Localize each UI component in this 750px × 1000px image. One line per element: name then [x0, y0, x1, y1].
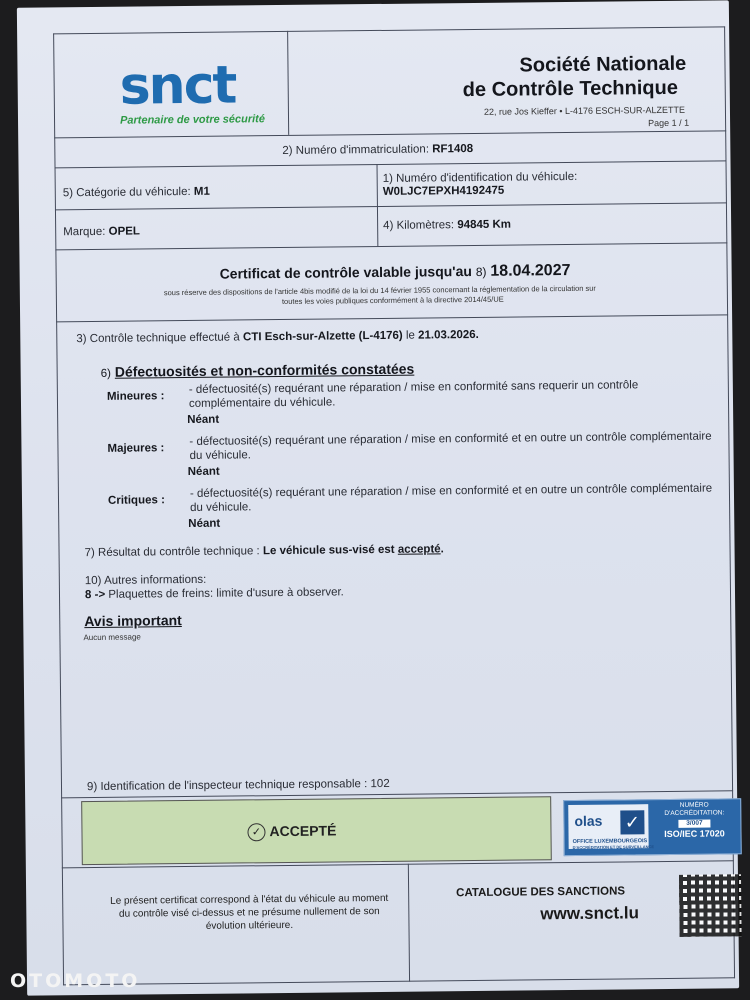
- rule: [55, 242, 727, 250]
- olas-sub1: OFFICE LUXEMBOURGEOIS: [572, 838, 648, 845]
- validity-title: [220, 262, 571, 284]
- category-value: M1: [193, 185, 210, 198]
- vin-value: W0LJC7EPXH4192475: [382, 184, 505, 198]
- validity-note-line2: toutes les voies publiques conformément à la directive 2014/45/UE: [281, 294, 504, 306]
- certificate-sheet: [53, 26, 735, 993]
- check-icon: ✓: [620, 810, 644, 834]
- status-label: ACCEPTÉ: [269, 822, 337, 840]
- critiques-value: Néant: [188, 517, 221, 530]
- rule: [55, 160, 727, 168]
- accreditation-badge: [563, 798, 742, 856]
- majeures-text-l2: du véhicule.: [189, 449, 251, 462]
- majeures-text-l1: - défectuosité(s) requérant une réparation / mise en conformité et en outre un contrôle complémentaire: [189, 430, 712, 448]
- olas-sub2: D'ACCRÉDITATION ET DE SURVEILLANCE: [572, 844, 655, 850]
- majeures-label: Majeures :: [107, 442, 165, 455]
- frame-top: [53, 26, 725, 34]
- rule: [55, 202, 727, 210]
- defects-num: 6): [100, 367, 111, 380]
- certificate-paper: [17, 0, 739, 995]
- mineures-value: Néant: [187, 413, 220, 426]
- validity-ref: 8): [475, 264, 487, 279]
- km-label: 4) Kilomètres:: [383, 219, 455, 232]
- result-row: [84, 543, 443, 559]
- result-period: .: [440, 543, 444, 556]
- validity-label: Certificat de contrôle valable jusqu'au: [219, 263, 472, 282]
- defects-heading: [101, 361, 415, 380]
- frame-bottom: [63, 977, 735, 985]
- org-name-line2: de Contrôle Technique: [462, 76, 679, 102]
- critiques-text-l1: - défectuosité(s) requérant une réparation / mise en conformité et en outre un contrôle complémentaire: [189, 482, 713, 500]
- page-number: Page 1 / 1: [648, 117, 690, 129]
- inspector-value: 102: [370, 777, 390, 791]
- olas-logo: [568, 804, 655, 850]
- accreditation-info: [652, 801, 736, 838]
- header-divider: [287, 31, 289, 135]
- result-accepted: accepté: [397, 543, 441, 556]
- mineures-label: Mineures :: [106, 390, 165, 403]
- accreditation-label1: NUMÉRO: [679, 801, 709, 809]
- brand-row: [63, 225, 140, 238]
- category-row: [63, 186, 210, 200]
- footer-disclaimer: Le présent certificat correspond à l'état du véhicule au moment du contrôle visé ci-dessus et ne présume nullement de son évolution ultérieure.: [110, 892, 389, 932]
- critiques-text-l2: du véhicule.: [190, 501, 252, 514]
- mineures-text-l2: complémentaire du véhicule.: [188, 396, 336, 410]
- snct-logo: snct: [119, 55, 236, 117]
- frame-left: [53, 33, 64, 985]
- immatriculation-value: RF1408: [432, 142, 474, 156]
- footer-website: www.snct.lu: [540, 903, 640, 924]
- immatriculation-row: [282, 143, 473, 157]
- avis-message: Aucun message: [83, 632, 141, 643]
- immatriculation-label: 2) Numéro d'immatriculation:: [282, 143, 430, 157]
- vin-label: 1) Numéro d'identification du véhicule:: [382, 170, 578, 185]
- org-name-line1: Société Nationale: [519, 52, 687, 77]
- validity-note-line1: sous réserve des dispositions de l'article 4bis modifié de la loi du 14 février 1955 concernant la réglementation de la circulation sur: [163, 283, 596, 298]
- result-value: Le véhicule sus-visé est: [262, 543, 395, 558]
- logo-tagline: Partenaire de votre sécurité: [119, 113, 265, 127]
- control-le: le: [405, 329, 415, 342]
- rule: [54, 130, 726, 138]
- olas-brand: olas: [574, 812, 603, 829]
- control-row: [76, 329, 479, 345]
- footer-divider: [408, 864, 410, 982]
- control-date: 21.03.2026.: [418, 328, 479, 342]
- org-address: 22, rue Jos Kieffer • L-4176 ESCH-SUR-ALZETTE: [483, 104, 686, 117]
- footer-catalogue: CATALOGUE DES SANCTIONS: [456, 885, 626, 900]
- category-label: 5) Catégorie du véhicule:: [62, 185, 191, 200]
- majeures-value: Néant: [187, 465, 220, 478]
- control-label: 3) Contrôle technique effectué à: [76, 331, 240, 346]
- validity-date: 18.04.2027: [490, 261, 571, 280]
- other-info-item: [85, 586, 344, 601]
- inspector-row: [87, 778, 390, 793]
- mineures-text-l1: - défectuosité(s) requérant une réparation / mise en conformité sans requerir un contrôle: [188, 379, 639, 396]
- qr-code-icon: [679, 874, 742, 937]
- other-info-text: Plaquettes de freins: limite d'usure à observer.: [108, 586, 344, 601]
- check-circle-icon: ✓: [247, 823, 265, 841]
- brand-value: OPEL: [108, 225, 140, 238]
- inspector-label: 9) Identification de l'inspecteur technique responsable :: [86, 778, 368, 794]
- km-row: [383, 219, 511, 232]
- defects-title: Défectuosités et non-conformités constatées: [114, 360, 415, 380]
- watermark-logo: OTOMOTO: [10, 970, 141, 992]
- km-value: 94845 Km: [457, 218, 512, 232]
- accreditation-number: 3/007: [678, 820, 710, 828]
- critiques-label: Critiques :: [107, 494, 165, 507]
- accreditation-label2: D'ACCRÉDITATION:: [664, 809, 725, 818]
- other-info-label: 10) Autres informations:: [84, 573, 207, 588]
- accreditation-iso: ISO/IEC 17020: [664, 828, 725, 840]
- rule: [56, 314, 728, 322]
- control-place: CTI Esch-sur-Alzette (L-4176): [242, 329, 403, 344]
- other-info-num: 8 ->: [84, 588, 106, 602]
- avis-title: Avis important: [84, 612, 182, 630]
- brand-label: Marque:: [63, 225, 106, 239]
- result-label: 7) Résultat du contrôle technique :: [84, 545, 260, 560]
